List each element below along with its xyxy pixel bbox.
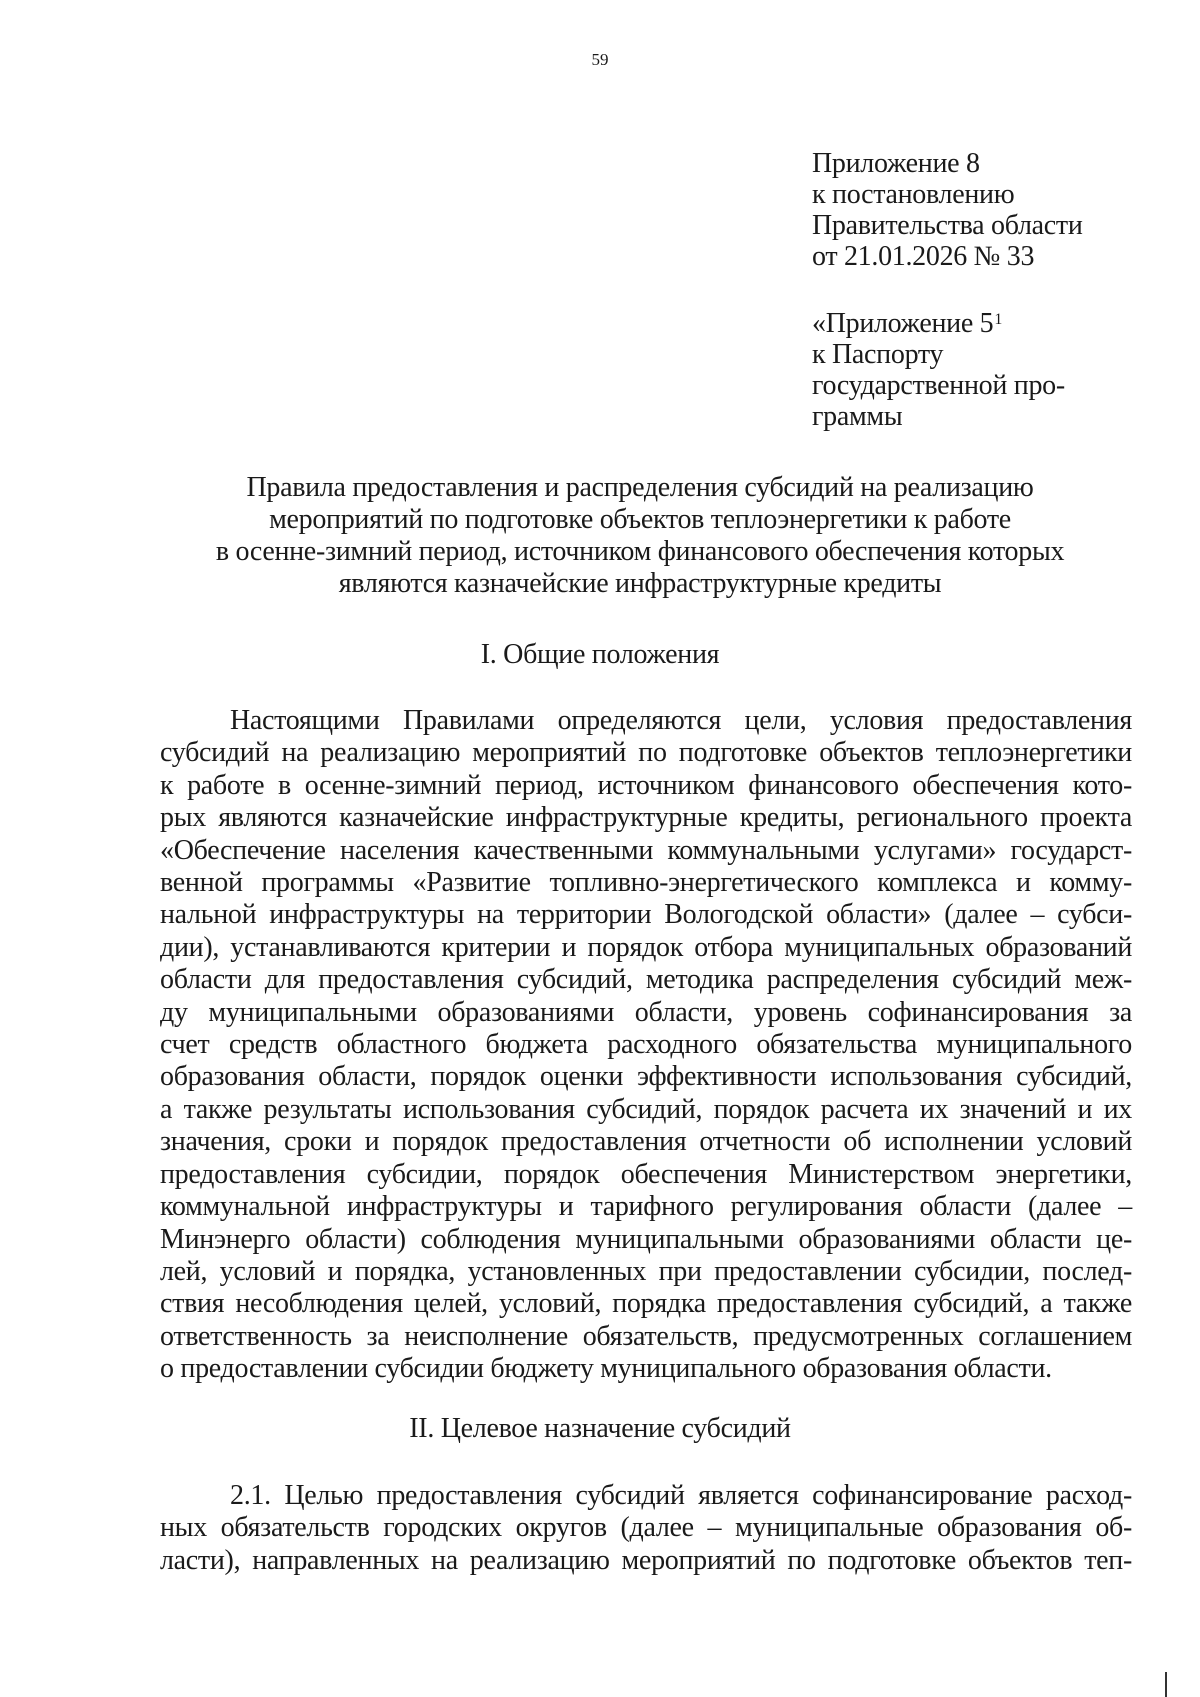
page-number: 59 (591, 50, 609, 69)
appendix-line: к постановлению (812, 179, 1015, 210)
title-line: Правила предоставления и распределения субсидий на реализацию (246, 472, 1034, 503)
paragraph-line: к работе в осенне-зимний период, источником финансового обеспечения кото- (160, 769, 1132, 801)
paragraph-line: ласти), направленных на реализацию мероприятий по подготовке объектов теп- (160, 1544, 1132, 1576)
paragraph-purpose (160, 1480, 1132, 1577)
paragraph-line: ствия несоблюдения целей, условий, порядка предоставления субсидий, а также (160, 1288, 1132, 1320)
paragraph-line: Настоящими Правилами определяются цели, условия предоставления (230, 705, 1132, 736)
title-line: являются казначейские инфраструктурные кредиты (338, 568, 942, 599)
paragraph-line: субсидий на реализацию мероприятий по подготовке объектов теплоэнергетики (160, 737, 1132, 769)
paragraph-line: ответственность за неисполнение обязательств, предусмотренных соглашением (160, 1320, 1132, 1352)
sub-appendix-label: «Приложение 5 (812, 308, 994, 339)
paragraph-line: нальной инфраструктуры на территории Вологодской области» (далее – субси- (160, 899, 1132, 931)
paragraph-general-provisions (160, 705, 1132, 1386)
scan-edge-mark (1165, 1672, 1167, 1697)
sub-appendix-first-line (812, 308, 1142, 339)
title-line: в осенне-зимний период, источником финансового обеспечения которых (215, 536, 1065, 567)
paragraph-line: венной программы «Развитие топливно-энергетического комплекса и комму- (160, 867, 1132, 899)
sub-appendix-line: государственной про- (812, 370, 1065, 401)
appendix-line: от 21.01.2026 № 33 (812, 241, 1035, 272)
sub-appendix-superscript: 1 (994, 311, 1003, 328)
paragraph-line: предоставления субсидии, порядок обеспечения Министерством энергетики, (160, 1158, 1132, 1190)
paragraph-line: счет средств областного бюджета расходного обязательства муниципального (160, 1029, 1132, 1061)
sub-appendix-line: граммы (812, 401, 903, 432)
paragraph-line: дии), устанавливаются критерии и порядок отбора муниципальных образований (160, 931, 1132, 963)
sub-appendix-line: к Паспорту (812, 339, 944, 370)
paragraph-line: коммунальной инфраструктуры и тарифного регулирования области (далее – (160, 1191, 1132, 1223)
appendix-line: Правительства области (812, 210, 1083, 241)
document-title (160, 472, 1120, 600)
paragraph-line: ду муниципальными образованиями области, уровень софинансирования за (160, 996, 1132, 1028)
paragraph-line: «Обеспечение населения качественными коммунальными услугами» государст- (160, 834, 1132, 866)
paragraph-line: ных обязательств городских округов (далее – муниципальные образования об- (160, 1512, 1132, 1544)
paragraph-line: о предоставлении субсидии бюджету муниципального образования области. (160, 1353, 1052, 1385)
paragraph-line: Минэнерго области) соблюдения муниципальными образованиями области це- (160, 1223, 1132, 1255)
paragraph-line: лей, условий и порядка, установленных при предоставлении субсидии, послед- (160, 1255, 1132, 1287)
sub-appendix-reference (812, 308, 1142, 432)
section-heading-purpose: II. Целевое назначение субсидий (409, 1413, 791, 1444)
section-heading-general: I. Общие положения (480, 639, 720, 670)
paragraph-line: области для предоставления субсидий, методика распределения субсидий меж- (160, 964, 1132, 996)
paragraph-line: а также результаты использования субсидий, порядок расчета их значений и их (160, 1093, 1132, 1125)
paragraph-line: 2.1. Целью предоставления субсидий является софинансирование расход- (230, 1480, 1132, 1511)
paragraph-line: значения, сроки и порядок предоставления отчетности об исполнении условий (160, 1126, 1132, 1158)
paragraph-line: рых являются казначейские инфраструктурные кредиты, регионального проекта (160, 802, 1132, 834)
title-line: мероприятий по подготовке объектов теплоэнергетики к работе (269, 504, 1011, 535)
appendix-line: Приложение 8 (812, 148, 980, 179)
paragraph-line: образования области, порядок оценки эффективности использования субсидий, (160, 1061, 1132, 1093)
appendix-reference (812, 148, 1142, 272)
